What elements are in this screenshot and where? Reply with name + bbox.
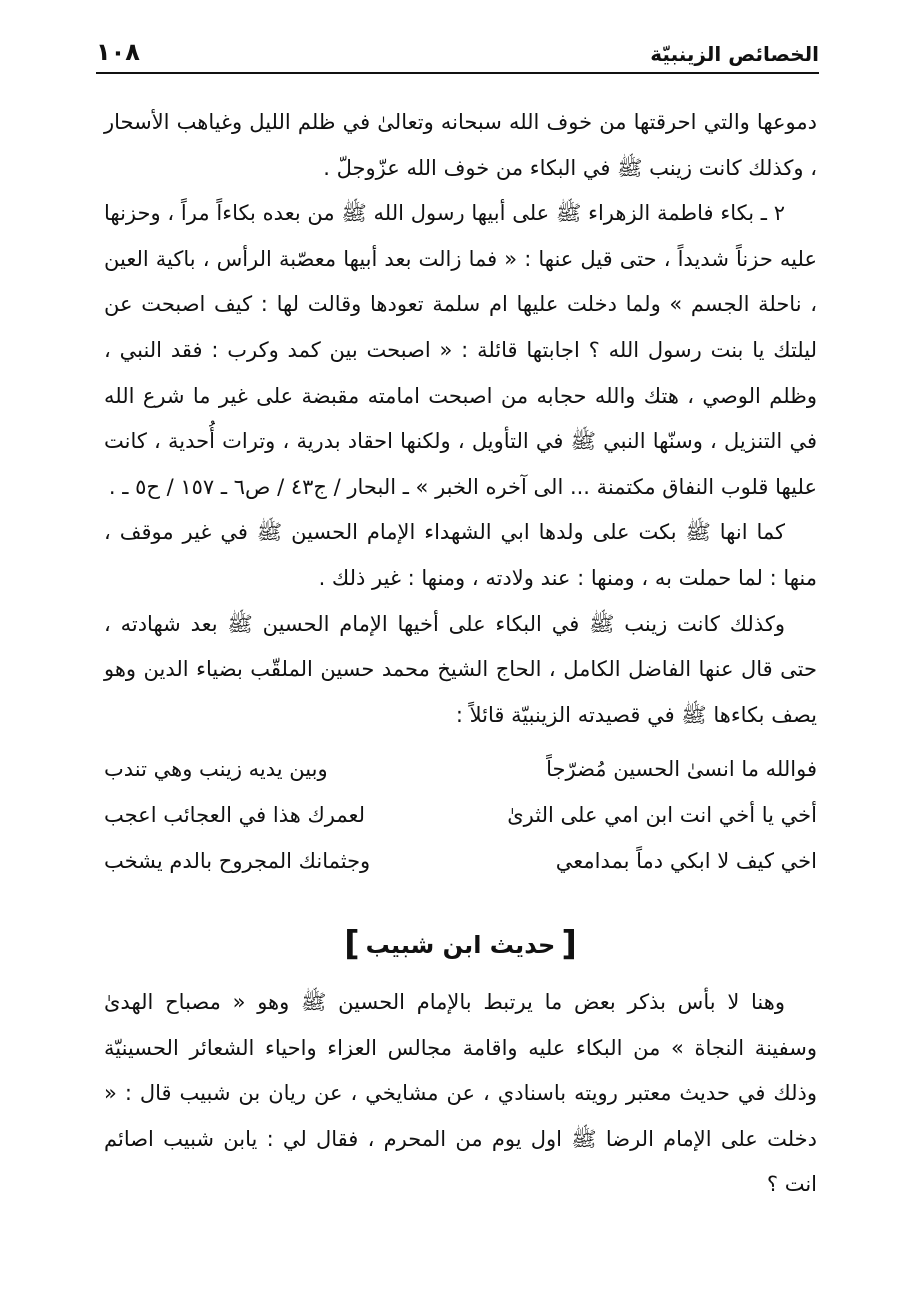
poem-hemistich-second: وبين يديه زينب وهي تندب <box>104 757 328 782</box>
page-number: ١٠٨ <box>96 38 140 66</box>
section-title <box>338 924 583 965</box>
page-body <box>104 100 817 1208</box>
poem-hemistich-second: لعمرك هذا في العجائب اعجب <box>104 803 366 828</box>
poem-verse <box>104 838 817 884</box>
paragraph-ibn-shabib: وهنا لا بأس بذكر بعض ما يرتبط بالإمام الحسين ﷺ وهو « مصباح الهدىٰ وسفينة النجاة » من البكاء عليه واقامة مجالس العزاء واحياء الشعائر الحسينيّة وذلك في حديث معتبر رويته باسنادي ، عن مشايخي ، عن ريان بن شبيب قال : « دخلت على الإمام الرضا ﷺ اول يوم من المحرم ، فقال لي : يابن شبيب اصائم انت ؟ <box>104 989 817 1197</box>
close-bracket: ] <box>344 924 360 965</box>
paragraph-continuation: دموعها والتي احرقتها من خوف الله سبحانه وتعالىٰ في ظلم الليل وغياهب الأسحار ، وكذلك كانت زينب ﷺ في البكاء من خوف الله عزّوجلّ . <box>104 110 817 180</box>
poem-hemistich-first: أخي يا أخي انت ابن امي على الثرىٰ <box>507 803 817 828</box>
section-heading <box>104 924 817 970</box>
page-header <box>96 30 819 74</box>
section-title-text: حديث ابن شبيب <box>365 931 556 960</box>
running-title: الخصائص الزينبيّة <box>650 42 819 66</box>
paragraph-fatima-weeping: ٢ ـ بكاء فاطمة الزهراء ﷺ على أبيها رسول الله ﷺ من بعده بكاءاً مراً ، وحزنها عليه حزناً شديداً ، حتى قيل عنها : « فما زالت بعد أبيها معصّبة الرأس ، باكية العين ، ناحلة الجسم » ولما دخلت عليها ام سلمة تعودها وقالت لها : كيف اصبحت عن ليلتك يا بنت رسول الله ؟ اجابتها قائلة : « اصبحت بين كمد وكرب : فقد النبي ، وظلم الوصي ، هتك والله حجابه من اصبحت امامته مقبضة على غير ما شرع الله في التنزيل ، وسنّها النبي ﷺ في التأويل ، ولكنها احقاد بدرية ، وترات أُحدية ، كانت عليها قلوب النفاق مكتمنة ... الى آخره الخبر » ـ البحار / ج٤٣ / ص٦ ـ ١٥٧ / ح٥ ـ . <box>104 201 817 499</box>
poem-verse <box>104 792 817 838</box>
paragraph-zainab-weeping: وكذلك كانت زينب ﷺ في البكاء على أخيها الإمام الحسين ﷺ بعد شهادته ، حتى قال عنها الفاضل الكامل ، الحاج الشيخ محمد حسين الملقّب بضياء الدين وهو يصف بكاءها ﷺ في قصيدته الزينبيّة قائلاً : <box>104 611 817 727</box>
poem-hemistich-first: اخي كيف لا ابكي دماً بمدامعي <box>555 849 817 874</box>
open-bracket: [ <box>561 924 577 965</box>
poem-hemistich-second: وجثمانك المجروح بالدم يشخب <box>104 849 371 874</box>
paragraph-weeping-for-hussein: كما انها ﷺ بكت على ولدها ابي الشهداء الإمام الحسين ﷺ في غير موقف ، منها : لما حملت به ، ومنها : عند ولادته ، ومنها : غير ذلك . <box>104 520 817 590</box>
poem <box>104 746 817 884</box>
poem-hemistich-first: فوالله ما انسىٰ الحسين مُضرّجاً <box>546 757 817 782</box>
poem-verse <box>104 746 817 792</box>
